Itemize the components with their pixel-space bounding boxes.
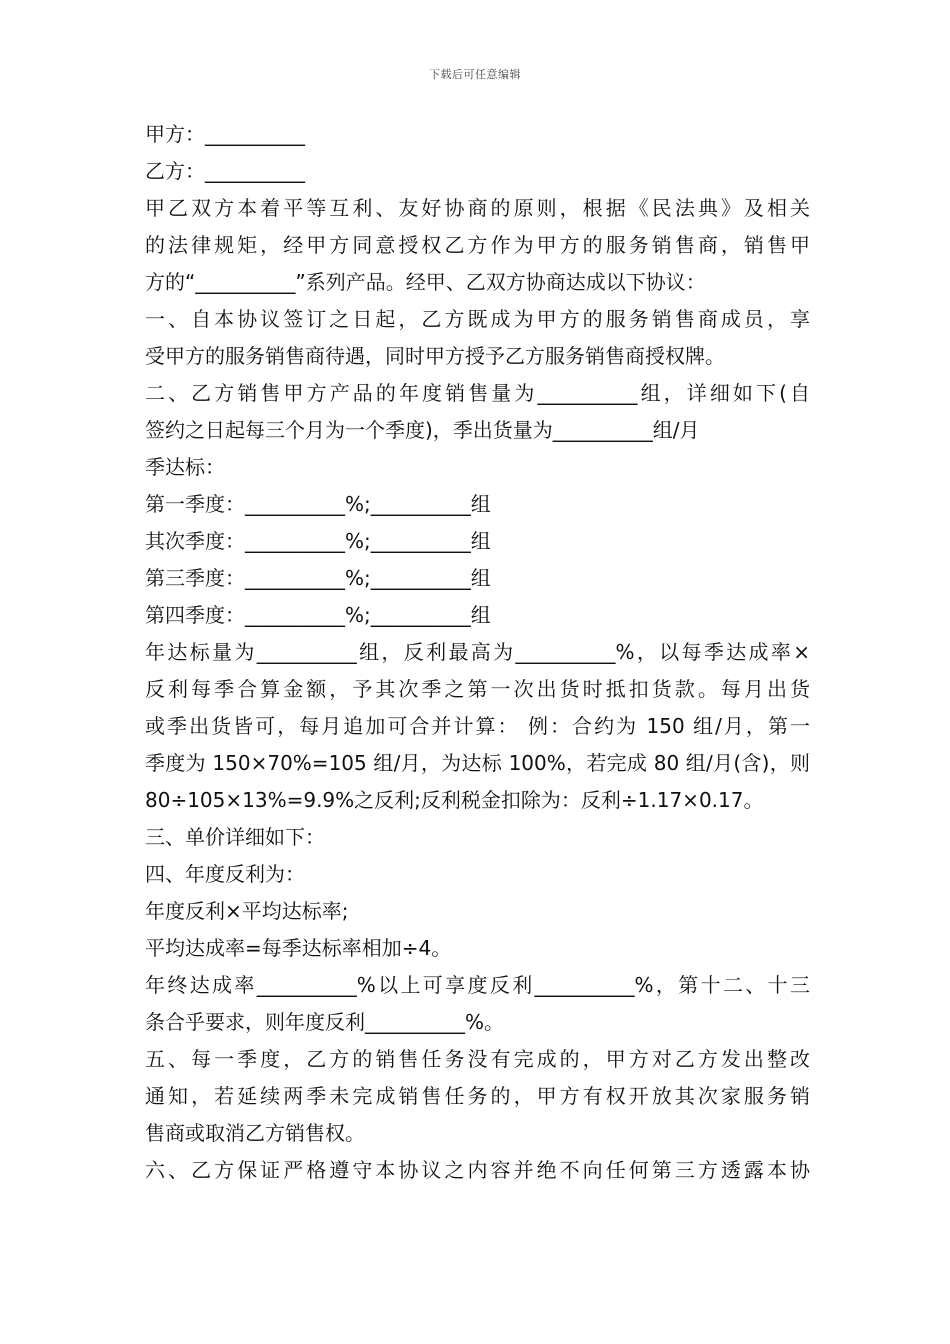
quarter-1-line: 第一季度：__________%;__________组 <box>145 492 491 516</box>
clause-5-line-3: 售商或取消乙方销售权。 <box>145 1121 365 1145</box>
party-a-line: 甲方：__________ <box>145 122 305 146</box>
clause-1-line-1: 一、自本协议签订之日起，乙方既成为甲方的服务销售商成员，享 <box>145 307 810 331</box>
year-end-rate-line-1: 年终达成率__________%以上可享度反利__________%，第十二、十三 <box>145 973 810 997</box>
document-body <box>145 116 810 1189</box>
clause-4-line: 四、年度反利为： <box>145 862 305 886</box>
quarter-3-line: 第三季度：__________%;__________组 <box>145 566 491 590</box>
preamble-line-3: 方的“__________”系列产品。经甲、乙双方协商达成以下协议： <box>145 270 706 294</box>
clause-3-line: 三、单价详细如下： <box>145 825 325 849</box>
quarter-4-line: 第四季度：__________%;__________组 <box>145 603 491 627</box>
annual-target-line-4: 季度为 150×70%=105 组/月，为达标 100%，若完成 80 组/月(含)，则 <box>145 751 810 775</box>
preamble-line-2: 的法律规矩，经甲方同意授权乙方作为甲方的服务销售商，销售甲 <box>145 233 810 257</box>
average-rate-formula: 平均达成率=每季达标率相加÷4。 <box>145 936 452 960</box>
clause-5-line-2: 通知，若延续两季未完成销售任务的，甲方有权开放其次家服务销 <box>145 1084 810 1108</box>
quarter-2-line: 其次季度：__________%;__________组 <box>145 529 491 553</box>
clause-5-line-1: 五、每一季度，乙方的销售任务没有完成的，甲方对乙方发出整改 <box>145 1047 810 1071</box>
clause-1-line-2: 受甲方的服务销售商待遇，同时甲方授予乙方服务销售商授权牌。 <box>145 344 725 368</box>
annual-rebate-formula: 年度反利×平均达标率; <box>145 899 349 923</box>
annual-target-line-2: 反利每季合算金额，予其次季之第一次出货时抵扣货款。每月出货 <box>145 677 810 701</box>
annual-target-line-5: 80÷105×13%=9.9%之反利;反利税金扣除为：反利÷1.17×0.17。 <box>145 788 764 812</box>
annual-target-line-1: 年达标量为__________组，反利最高为__________%，以每季达成率× <box>145 640 810 664</box>
page-header-note: 下载后可任意编辑 <box>429 68 521 81</box>
quarter-target-heading: 季达标： <box>145 455 225 479</box>
year-end-rate-line-2: 条合乎要求，则年度反利__________%。 <box>145 1010 505 1034</box>
annual-target-line-3: 或季出货皆可，每月追加可合并计算： 例：合约为 150 组/月，第一 <box>145 714 810 738</box>
preamble-line-1: 甲乙双方本着平等互利、友好协商的原则，根据《民法典》及相关 <box>145 196 810 220</box>
clause-2-line-1: 二、乙方销售甲方产品的年度销售量为__________组，详细如下(自 <box>145 381 810 405</box>
party-b-line: 乙方：__________ <box>145 159 305 183</box>
clause-6-line-1: 六、乙方保证严格遵守本协议之内容并绝不向任何第三方透露本协 <box>145 1158 810 1182</box>
clause-2-line-2: 签约之日起每三个月为一个季度)，季出货量为__________组/月 <box>145 418 700 442</box>
